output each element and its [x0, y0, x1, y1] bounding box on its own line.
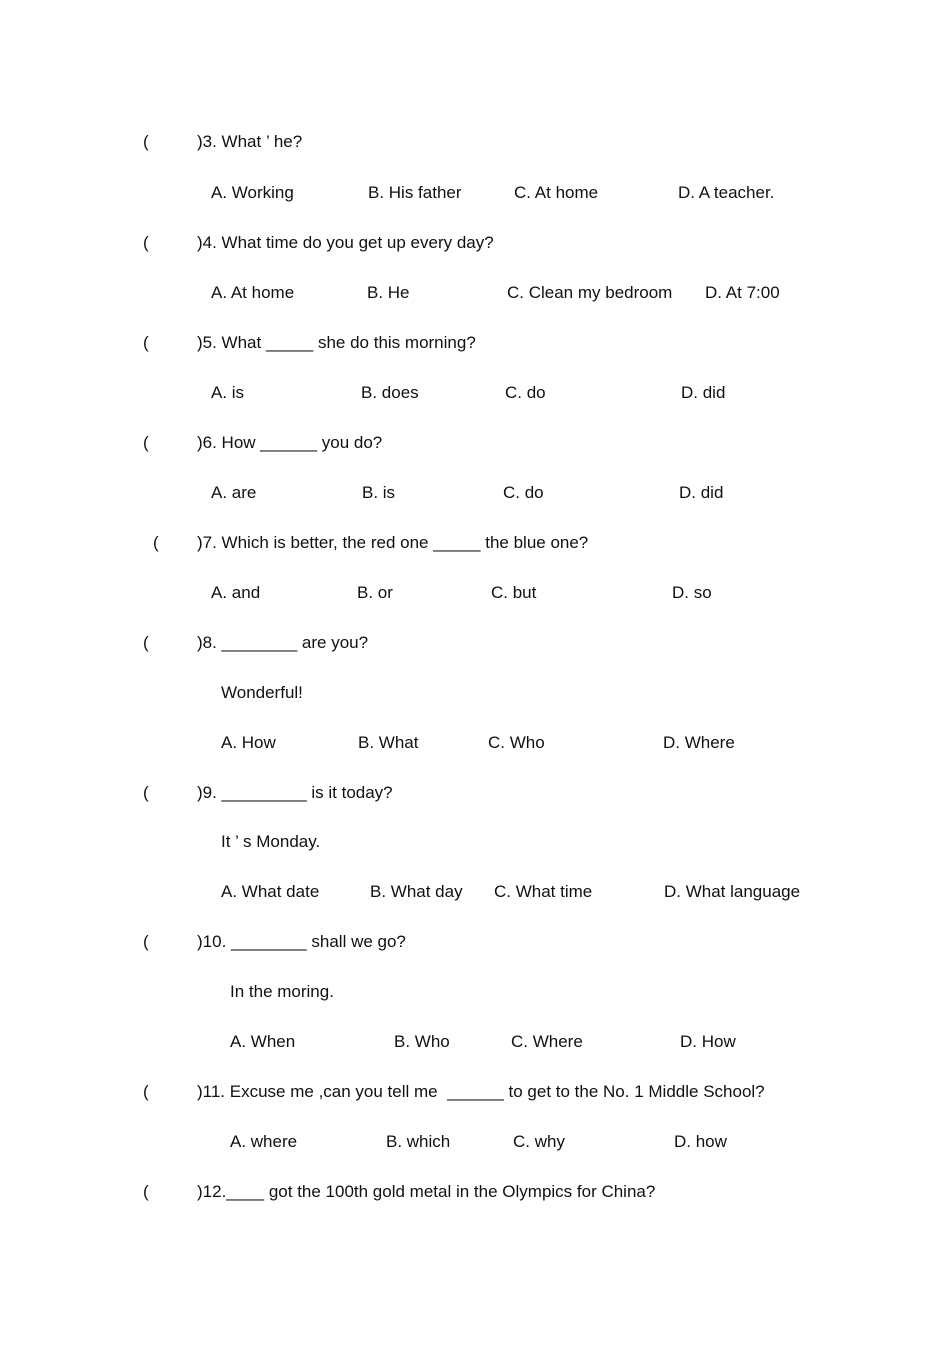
- option-c: C. do: [505, 383, 546, 402]
- option-a: A. are: [211, 483, 257, 502]
- option-c: C. do: [503, 483, 544, 502]
- answer-paren: (: [143, 333, 149, 352]
- option-c: C. Where: [511, 1032, 583, 1051]
- question-stem: )7. Which is better, the red one _____ the blue one?: [197, 533, 589, 552]
- option-a: A. How: [221, 733, 276, 752]
- option-c: C. At home: [514, 183, 599, 202]
- option-b: B. What day: [370, 882, 463, 901]
- option-d: D. What language: [664, 882, 801, 901]
- answer-paren: (: [143, 433, 149, 452]
- dialogue-answer: In the moring.: [230, 982, 334, 1001]
- question-stem: )10. ________ shall we go?: [197, 932, 406, 951]
- answer-paren: (: [153, 533, 159, 552]
- option-d: D. Where: [663, 733, 735, 752]
- question-stem: )11. Excuse me ,can you tell me ______ to get to the No. 1 Middle School?: [197, 1082, 765, 1101]
- answer-paren: (: [143, 783, 149, 802]
- answer-paren: (: [143, 633, 149, 652]
- option-b: B. He: [367, 283, 410, 302]
- option-a: A. and: [211, 583, 261, 602]
- answer-paren: (: [143, 132, 149, 151]
- option-b: B. does: [361, 383, 419, 402]
- answer-paren: (: [143, 233, 149, 252]
- option-c: C. but: [491, 583, 537, 602]
- option-c: C. Clean my bedroom: [507, 283, 673, 302]
- question-stem: )9. _________ is it today?: [197, 783, 393, 802]
- dialogue-answer: Wonderful!: [221, 683, 303, 702]
- option-d: D. how: [674, 1132, 727, 1151]
- option-a: A. Working: [211, 183, 294, 202]
- answer-paren: (: [143, 1182, 149, 1201]
- option-d: D. did: [681, 383, 726, 402]
- question-stem: )6. How ______ you do?: [197, 433, 383, 452]
- answer-paren: (: [143, 932, 149, 951]
- option-c: C. Who: [488, 733, 545, 752]
- option-d: D. A teacher.: [678, 183, 775, 202]
- option-a: A. When: [230, 1032, 296, 1051]
- option-d: D. did: [679, 483, 724, 502]
- option-a: A. At home: [211, 283, 295, 302]
- option-b: B. What: [358, 733, 419, 752]
- option-b: B. Who: [394, 1032, 450, 1051]
- question-stem: )5. What _____ she do this morning?: [197, 333, 476, 352]
- question-stem: )4. What time do you get up every day?: [197, 233, 494, 252]
- dialogue-answer: It ’ s Monday.: [221, 832, 321, 851]
- question-stem: )12.____ got the 100th gold metal in the Olympics for China?: [197, 1182, 656, 1201]
- answer-paren: (: [143, 1082, 149, 1101]
- question-stem: )3. What ’ he?: [197, 132, 303, 151]
- question-stem: )8. ________ are you?: [197, 633, 369, 652]
- option-d: D. At 7:00: [705, 283, 780, 302]
- option-c: C. why: [513, 1132, 565, 1151]
- option-a: A. is: [211, 383, 245, 402]
- option-b: B. which: [386, 1132, 451, 1151]
- option-a: A. What date: [221, 882, 320, 901]
- option-c: C. What time: [494, 882, 593, 901]
- option-b: B. is: [362, 483, 396, 502]
- option-d: D. How: [680, 1032, 736, 1051]
- option-d: D. so: [672, 583, 712, 602]
- option-b: B. or: [357, 583, 393, 602]
- option-b: B. His father: [368, 183, 462, 202]
- option-a: A. where: [230, 1132, 298, 1151]
